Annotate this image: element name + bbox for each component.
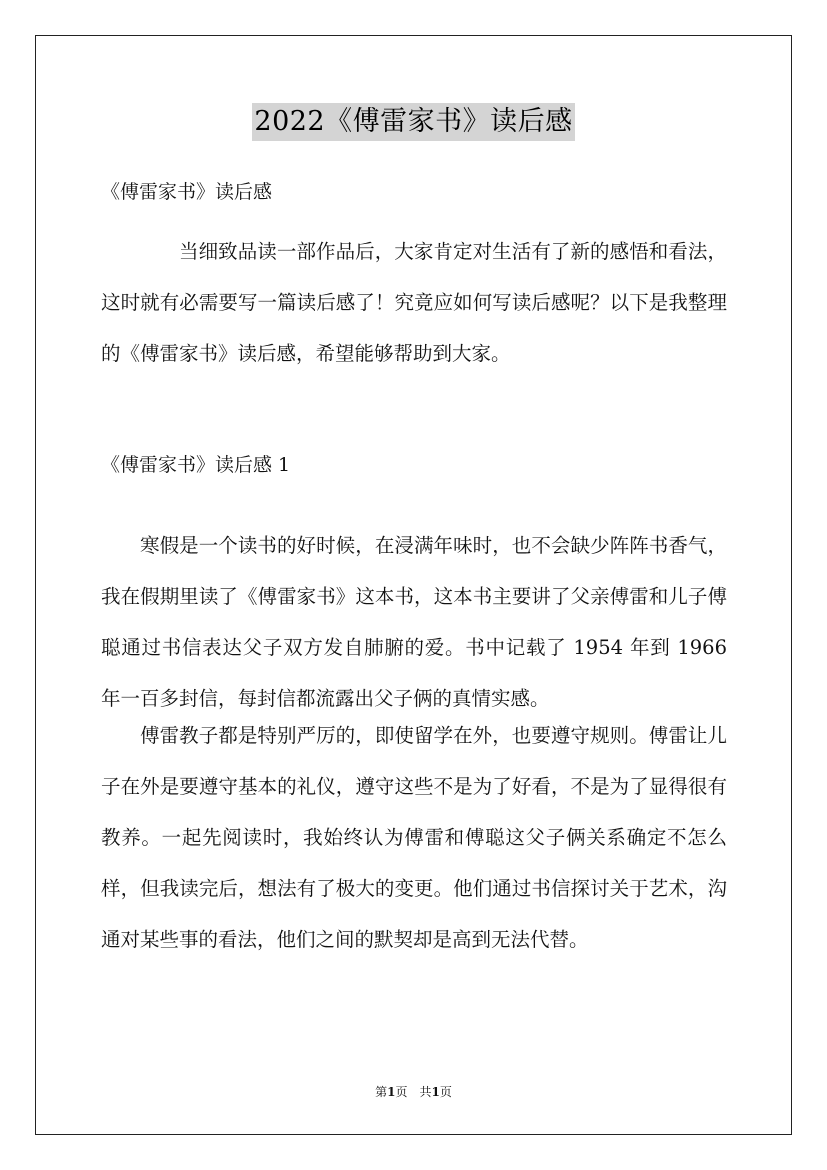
footer-prefix: 第 <box>375 1085 388 1099</box>
body-paragraph-2: 傅雷教子都是特别严厉的，即使留学在外，也要遵守规则。傅雷让儿子在外是要遵守基本的礼仪，遵守这些不是为了好看，不是为了显得很有教养。一起先阅读时，我始终认为傅雷和傅聪这父子俩关系确定不怎么样，但我读完后，想法有了极大的变更。他们通过书信探讨关于艺术，沟通对某些事的看法，他们之间的默契却是高到无法代替。 <box>101 724 727 951</box>
section-heading: 《傅雷家书》读后感 1 <box>101 454 291 476</box>
document-heading: 《傅雷家书》读后感 <box>101 181 273 203</box>
intro-paragraph: 当细致品读一部作品后，大家肯定对生活有了新的感悟和看法，这时就有必需要写一篇读后感了！究竟应如何写读后感呢？以下是我整理的《傅雷家书》读后感，希望能够帮助到大家。 <box>101 240 727 365</box>
page-footer <box>0 1084 827 1100</box>
body-paragraph-1: 寒假是一个读书的好时候，在浸满年味时，也不会缺少阵阵书香气，我在假期里读了《傅雷家书》这本书，这本书主要讲了父亲傅雷和儿子傅聪通过书信表达父子双方发自肺腑的爱。书中记载了 1954 年到 1966 年一百多封信，每封信都流露出父子俩的真情实感。 <box>101 534 727 710</box>
title-container <box>0 103 827 141</box>
footer-mid: 页 共 <box>395 1085 432 1099</box>
footer-total-pages: 1 <box>431 1085 440 1099</box>
footer-suffix: 页 <box>439 1085 452 1099</box>
footer-page-number: 1 <box>387 1085 396 1099</box>
document-title: 2022《傅雷家书》读后感 <box>252 103 574 141</box>
